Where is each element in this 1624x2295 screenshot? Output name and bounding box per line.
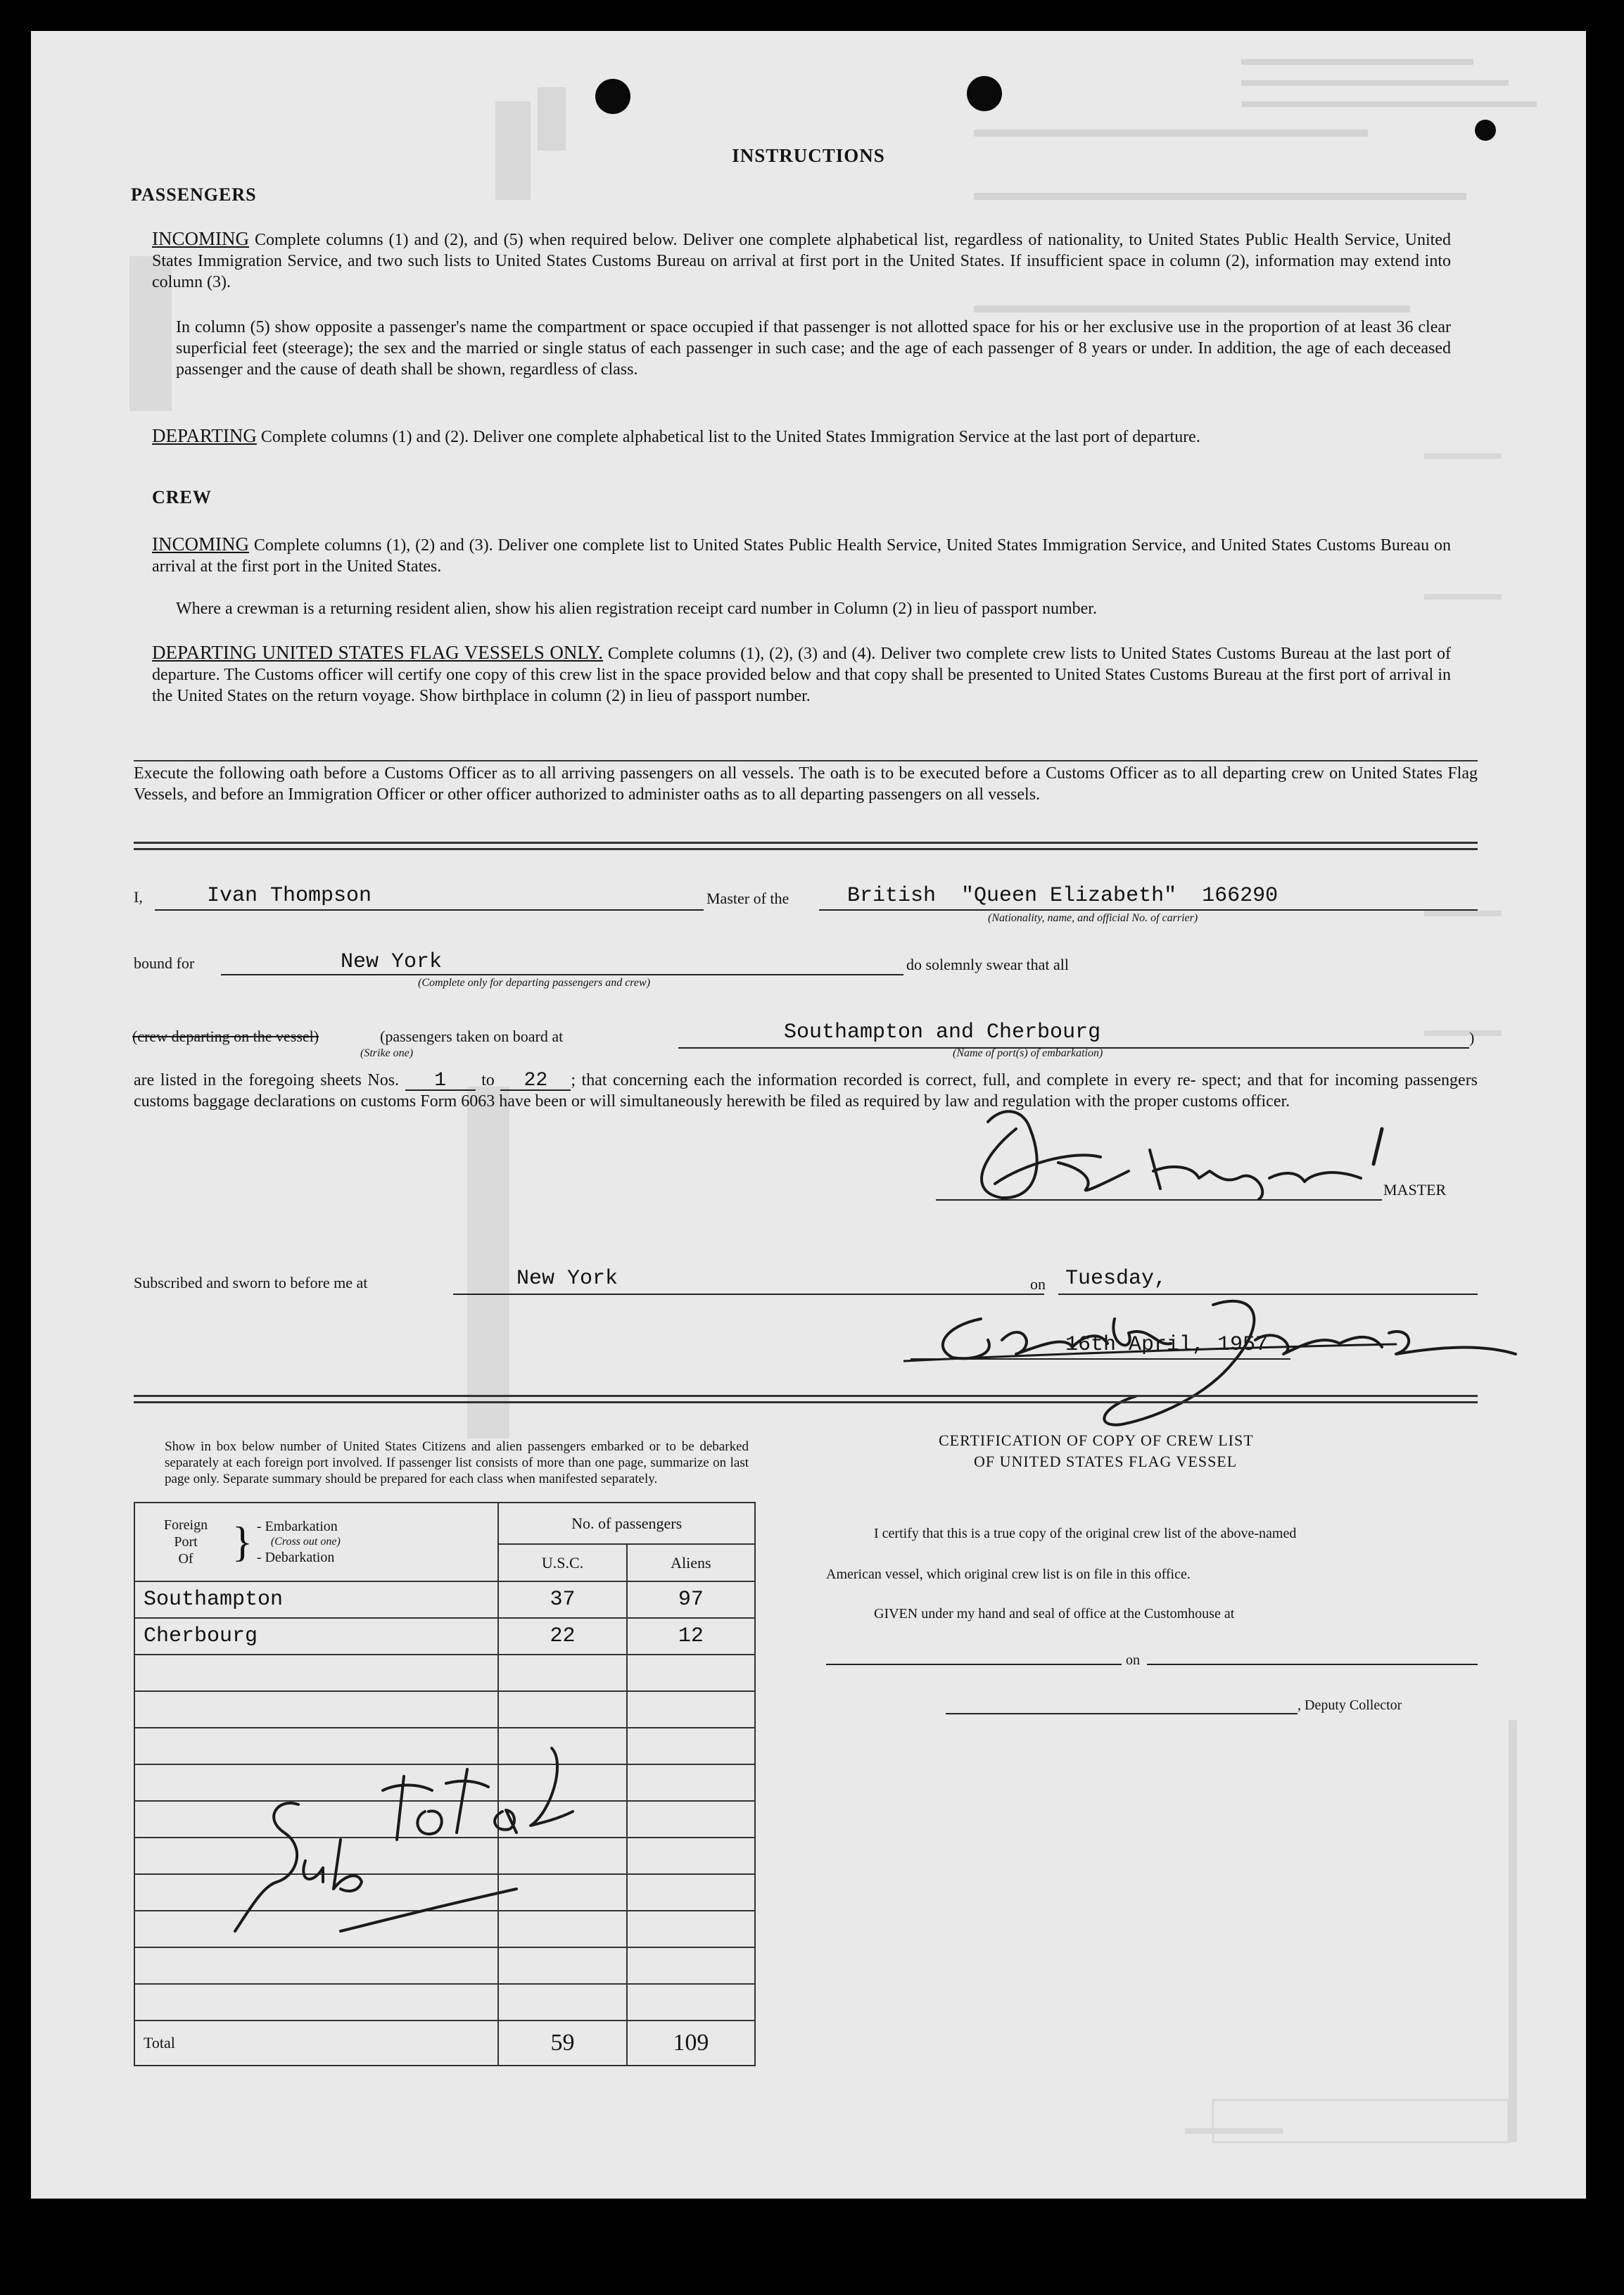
total-aliens: 109 <box>627 2021 755 2066</box>
sworn-day: Tuesday, <box>1065 1267 1167 1291</box>
double-divider-bottom <box>134 1395 1478 1403</box>
sworn-on-label: on <box>1030 1275 1046 1293</box>
certify-text: I certify that this is a true copy of the original crew list of the above-named <box>874 1526 1297 1541</box>
table-row <box>134 1581 755 1618</box>
deputy-collector-line <box>946 1713 1298 1714</box>
total-label: Total <box>134 2021 498 2066</box>
document-page <box>31 31 1586 2199</box>
crew-departing-text: Complete columns (1), (2), (3) and (4). Deliver two complete crew lists to United States Customs Bureau at the last port of departure. The Customs officer will certify one copy of this crew list in the space provided below and that copy shall be presented to United States Customs Bureau at the first port of arrival in the United States on the return voyage. Show birthplace in column (2) in lieu of passport number. <box>152 645 1452 705</box>
no-of-passengers-header: No. of passengers <box>498 1503 755 1544</box>
total-usc: 59 <box>498 2021 626 2066</box>
listed-text-c: spect; and that for incoming passengers customs baggage declarations on customs Form 6063 have been or will simultaneously herewith be filed as required by law and regulation with the proper customs officer. <box>134 1071 1478 1111</box>
crew-incoming-label: INCOMING <box>152 533 249 555</box>
header-port: Port <box>174 1534 198 1550</box>
master-signature <box>939 1101 1431 1199</box>
header-embarkation: - Embarkation <box>256 1519 338 1534</box>
swear-text: do solemnly swear that all <box>906 956 1069 973</box>
carrier-line <box>819 909 1478 911</box>
port-header-cell <box>134 1503 498 1581</box>
aliens-header: Aliens <box>627 1544 755 1581</box>
deputy-collector-label: , Deputy Collector <box>1298 1697 1402 1713</box>
brace-icon: } <box>232 1519 253 1565</box>
carrier-caption: (Nationality, name, and official No. of carrier) <box>988 912 1198 924</box>
sworn-place: New York <box>516 1267 618 1291</box>
crew-departing-block <box>152 642 1451 707</box>
empty-row <box>134 1655 755 1691</box>
table-header-row <box>134 1503 755 1544</box>
summary-instructions: Show in box below number of United States Citizens and alien passengers embarked or to be debarked separately at each foreign port involved. If passenger list consists of more than one page, summarize on last page only. Separate summary should be prepared for each class when manifested separately. <box>165 1439 749 1486</box>
to-label: to <box>481 1071 495 1089</box>
usc-cell: 37 <box>498 1581 626 1618</box>
header-debarkation: - Debarkation <box>256 1550 335 1565</box>
passengers-departing-block <box>152 425 1451 448</box>
passengers-incoming-label: INCOMING <box>152 228 249 249</box>
total-row <box>134 2021 755 2066</box>
oath-intro: Execute the following oath before a Customs Officer as to all arriving passengers on all vessels. The oath is to be executed before a Customs Officer as to all departing crew on United States Flag Vessels, and before an Immigration Officer or other officer authorized to administer oaths as to all departing passengers on all vessels. <box>134 764 1478 804</box>
header-of: Of <box>178 1551 194 1567</box>
ports-caption: (Name of port(s) of embarkation) <box>953 1047 1103 1059</box>
bound-for-line <box>221 974 903 975</box>
passengers-incoming-block <box>152 228 1451 293</box>
sworn-date: 16th April, 1957 <box>1065 1333 1269 1357</box>
certification-title-1: CERTIFICATION OF COPY OF CREW LIST <box>939 1431 1254 1449</box>
header-foreign: Foreign <box>163 1517 208 1533</box>
vessel-text: American vessel, which original crew list is on file in this office. <box>826 1567 1191 1582</box>
officer-signature <box>903 1277 1537 1439</box>
listed-text-a: are listed in the foregoing sheets Nos. <box>134 1071 400 1089</box>
bound-for-caption: (Complete only for departing passengers and crew) <box>418 977 651 989</box>
passengers-heading: PASSENGERS <box>131 184 257 205</box>
crew-resident-text: Where a crewman is a returning resident alien, show his alien registration receipt card number in Column (2) in lieu of passport number. <box>176 600 1097 618</box>
carrier: British "Queen Elizabeth" 166290 <box>847 884 1279 908</box>
divider <box>134 760 1478 761</box>
listed-text-b: ; that concerning each the information recorded is correct, full, and complete in every re- <box>571 1071 1196 1089</box>
certification-on-label: on <box>1126 1652 1140 1668</box>
strike-crew: (crew departing on the vessel) <box>132 1028 319 1045</box>
passengers-taken: (passengers taken on board at <box>380 1028 564 1045</box>
usc-header: U.S.C. <box>498 1544 626 1581</box>
crew-heading: CREW <box>152 487 212 507</box>
master-name-line <box>155 909 704 911</box>
crew-incoming-text: Complete columns (1), (2) and (3). Deliver one complete list to United States Public Health Service, United States Immigration Service, and United States Customs Bureau on arrival at the first port in the United States. <box>152 536 1452 576</box>
passengers-incoming-text: Complete columns (1) and (2), and (5) when required below. Deliver one complete alphabetical list, regardless of nationality, to United States Public Health Service, United States Immigration Service, and two such lists to United States Customs Bureau on arrival at first port in the United States. If insufficient space in column (2), information may extend into column (3). <box>152 231 1452 291</box>
passengers-departing-label: DEPARTING <box>152 425 257 446</box>
certification-title-2: OF UNITED STATES FLAG VESSEL <box>974 1453 1238 1470</box>
header-cross-out: (Cross out one) <box>270 1536 341 1548</box>
master-of-label: Master of the <box>706 890 789 907</box>
aliens-cell: 12 <box>627 1618 755 1655</box>
passengers-column5-text: In column (5) show opposite a passenger's name the compartment or space occupied if that passenger is not allotted space for his or her exclusive use in the proportion of at least 36 clear superficial feet (steerage); the sex and the married or single status of each passenger in such case; and the age of each passenger of 8 years or under. In addition, the age of each deceased passenger and the cause of death shall be shown, regardless of class. <box>176 318 1451 379</box>
page-title: INSTRUCTIONS <box>732 145 885 166</box>
strike-caption: (Strike one) <box>360 1047 414 1059</box>
oath-i-label: I, <box>134 888 143 906</box>
master-label: MASTER <box>1383 1181 1447 1199</box>
port-cell: Cherbourg <box>134 1618 498 1655</box>
ports: Southampton and Cherbourg <box>784 1020 1101 1044</box>
subscribed-label: Subscribed and sworn to before me at <box>134 1274 368 1291</box>
sheet-from: 1 <box>405 1073 476 1091</box>
master-signature-line <box>936 1199 1382 1201</box>
sheet-to: 22 <box>500 1073 571 1091</box>
master-name: Ivan Thompson <box>207 884 372 908</box>
aliens-cell: 97 <box>627 1581 755 1618</box>
table-row <box>134 1618 755 1655</box>
ports-close-paren: ) <box>1469 1029 1475 1047</box>
crew-departing-label: DEPARTING UNITED STATES FLAG VESSELS ONLY. <box>152 642 603 663</box>
bound-for-value: New York <box>341 950 443 974</box>
certification-date-line <box>1147 1664 1478 1665</box>
bound-for-label: bound for <box>134 954 195 972</box>
usc-cell: 22 <box>498 1618 626 1655</box>
given-text: GIVEN under my hand and seal of office at the Customhouse at <box>874 1606 1235 1621</box>
customhouse-line <box>826 1664 1122 1665</box>
port-cell: Southampton <box>134 1581 498 1618</box>
double-divider-top <box>134 842 1478 850</box>
passengers-departing-text: Complete columns (1) and (2). Deliver one complete alphabetical list to the United States Immigration Service at the last port of departure. <box>260 428 1200 446</box>
crew-incoming-block <box>152 533 1451 577</box>
handwritten-sub-total <box>221 1720 615 2016</box>
